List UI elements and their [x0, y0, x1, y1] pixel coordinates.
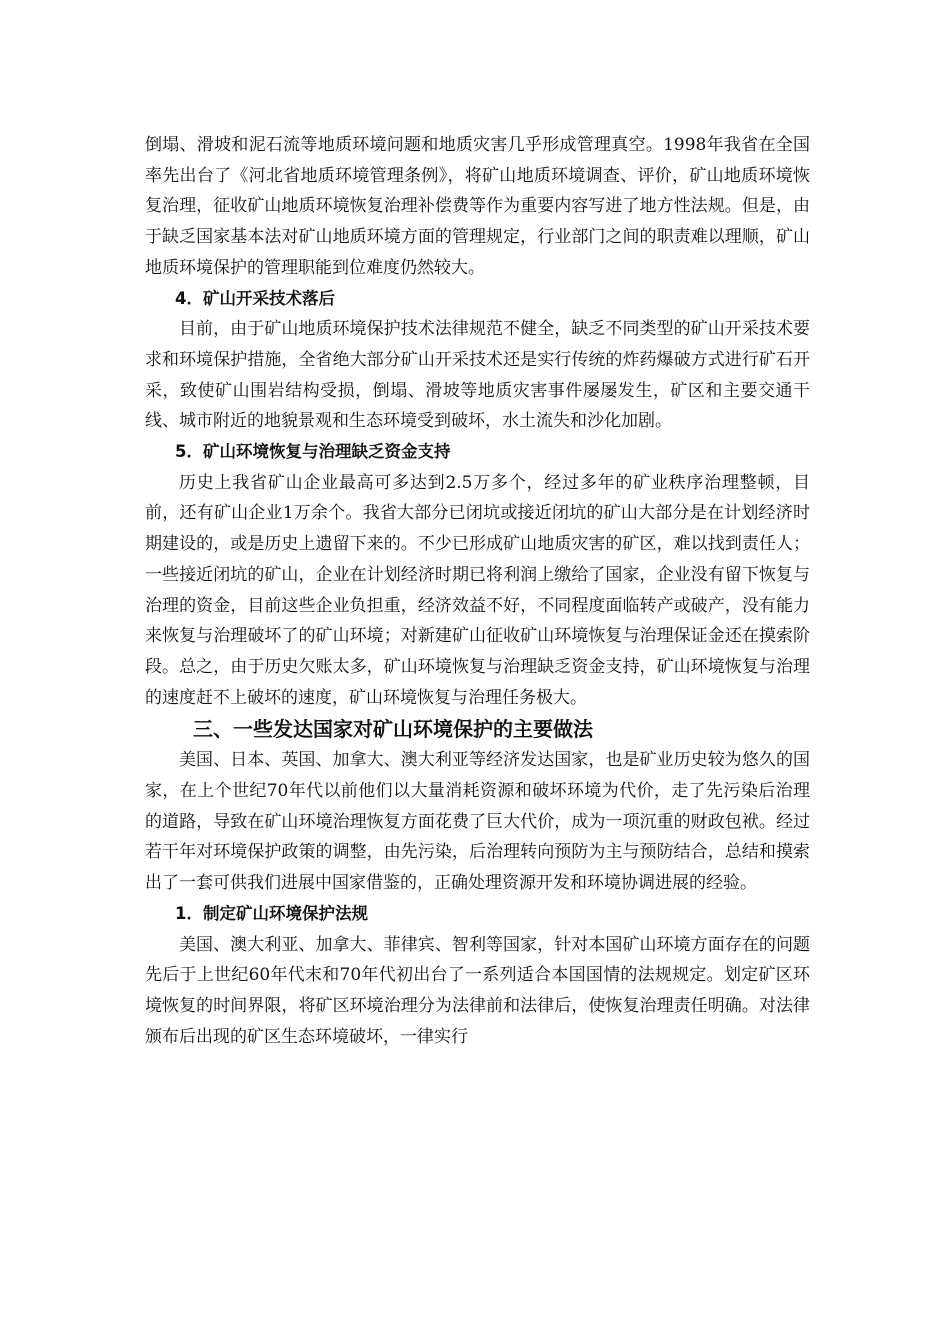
heading-1: 1．制定矿山环境保护法规 — [175, 903, 368, 923]
heading-4: 4．矿山开采技术落后 — [175, 288, 335, 308]
section-3-paragraph: 美国、日本、英国、加拿大、澳大利亚等经济发达国家，也是矿业历史较为悠久的国家，在上个世纪70年代以前他们以大量消耗资源和破坏环境为代价，走了先污染后治理的道路，导致在矿山环境治理恢复方面花费了巨大代价，成为一项沉重的财政包袱。经过若干年对环境保护政策的调整，由先污染，后治理转向预防为主与预防结合，总结和摸索出了一套可供我们进展中国家借鉴的，正确处理资源开发和环境协调进展的经验。 — [145, 750, 810, 894]
paragraph-4: 目前，由于矿山地质环境保护技术法律规范不健全，缺乏不同类型的矿山开采技术要求和环境保护措施，全省绝大部分矿山开采技术还是实行传统的炸药爆破方式进行矿石开采，致使矿山围岩结构受损，倒塌、滑坡等地质灾害事件屡屡发生，矿区和主要交通干线、城市附近的地貌景观和生态环境受到破坏，水土流失和沙化加剧。 — [145, 319, 810, 432]
heading-5: 5．矿山环境恢复与治理缺乏资金支持 — [175, 442, 451, 462]
paragraph-5: 历史上我省矿山企业最高可多达到2.5万多个，经过多年的矿业秩序治理整顿，目前，还有矿山企业1万余个。我省大部分已闭坑或接近闭坑的矿山大部分是在计划经济时期建设的，或是历史上遗留下来的。不少已形成矿山地质灾害的矿区，难以找到责任人；一些接近闭坑的矿山，企业在计划经济时期已将利润上缴给了国家，企业没有留下恢复与治理的资金，目前这些企业负担重，经济效益不好，不同程度面临转产或破产，没有能力来恢复与治理破坏了的矿山环境；对新建矿山征收矿山环境恢复与治理保证金还在摸索阶段。总之，由于历史欠账太多，矿山环境恢复与治理缺乏资金支持，矿山环境恢复与治理的速度赶不上破坏的速度，矿山环境恢复与治理任务极大。 — [145, 472, 810, 708]
document-body — [145, 130, 810, 1052]
intro-paragraph: 倒塌、滑坡和泥石流等地质环境问题和地质灾害几乎形成管理真空。1998年我省在全国率先出台了《河北省地质环境管理条例》，将矿山地质环境调查、评价，矿山地质环境恢复治理，征收矿山地质环境恢复治理补偿费等作为重要内容写进了地方性法规。但是，由于缺乏国家基本法对矿山地质环境方面的管理规定，行业部门之间的职责难以理顺，矿山地质环境保护的管理职能到位难度仍然较大。 — [145, 135, 810, 278]
paragraph-1: 美国、澳大利亚、加拿大、菲律宾、智利等国家，针对本国矿山环境方面存在的问题先后于上世纪60年代末和70年代初出台了一系列适合本国国情的法规规定。划定矿区环境恢复的时间界限，将矿区环境治理分为法律前和法律后，使恢复治理责任明确。对法律颁布后出现的矿区生态环境破坏，一律实行 — [145, 934, 810, 1047]
section-3-title: 三、一些发达国家对矿山环境保护的主要做法 — [193, 717, 593, 742]
